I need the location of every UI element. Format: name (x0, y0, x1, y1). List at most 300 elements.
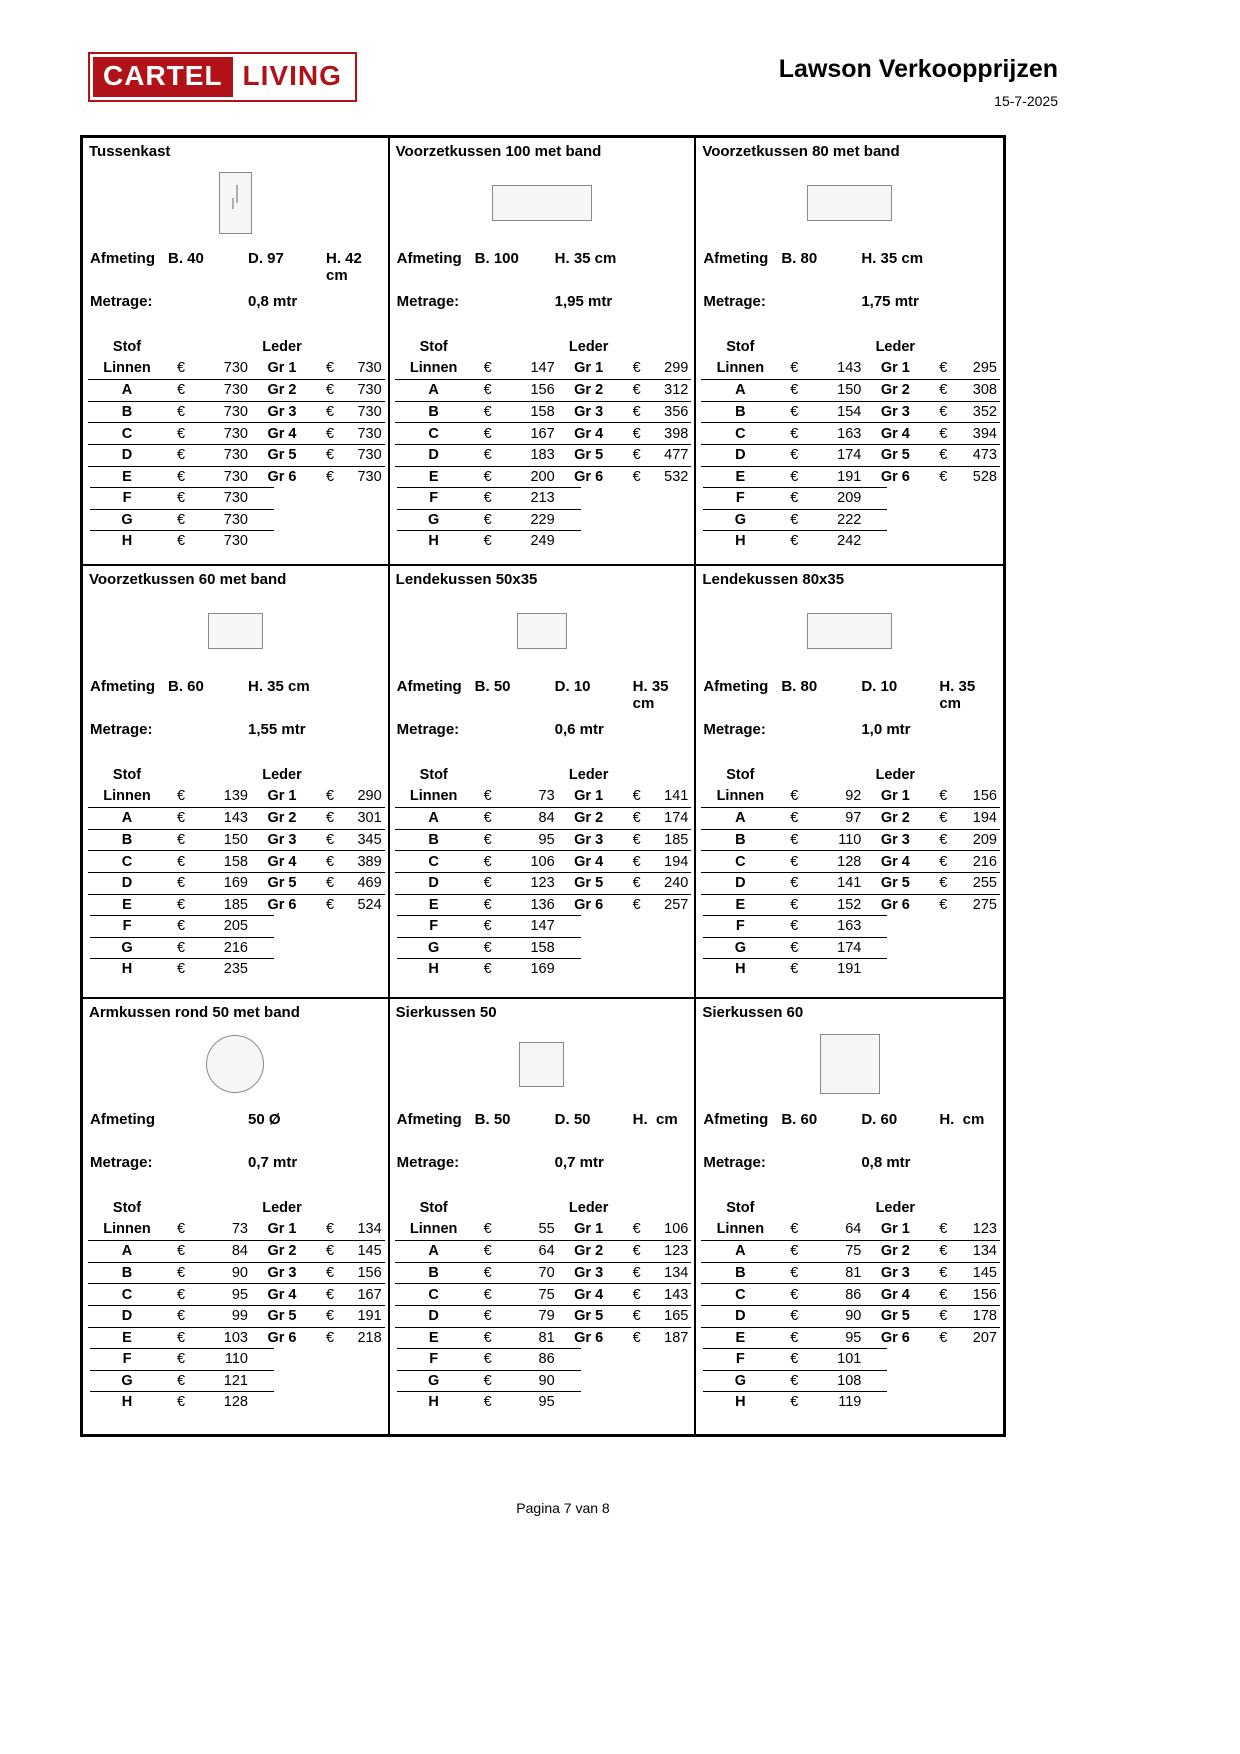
stof-row-label: E (735, 468, 746, 485)
leder-row-label: Gr 2 (267, 382, 297, 399)
stof-half (395, 530, 558, 552)
product-shape-area (390, 1025, 695, 1103)
afmeting-value-3 (633, 250, 691, 267)
stof-row-label: F (429, 1350, 439, 1367)
stof-row-label: B (428, 832, 439, 849)
stof-price: 183 (530, 447, 555, 464)
stof-header: Stof (419, 338, 448, 355)
price-table-row (701, 530, 1000, 552)
stof-row-label: E (122, 896, 132, 913)
afmeting-label: Afmeting (703, 678, 769, 695)
stof-price: 64 (538, 1243, 555, 1260)
stof-row-label: Linnen (409, 788, 458, 805)
euro-sign: € (939, 404, 948, 421)
euro-sign: € (325, 810, 335, 827)
leder-price: 185 (664, 832, 689, 849)
leder-header-half (558, 336, 692, 358)
euro-sign: € (632, 853, 641, 870)
stof-half (701, 895, 864, 916)
stof-half (395, 851, 558, 872)
leder-header: Leder (875, 1199, 916, 1216)
stof-half (701, 915, 864, 937)
leder-price: 167 (357, 1286, 382, 1303)
leder-row-label: Gr 1 (880, 360, 910, 377)
afmeting-label: Afmeting (90, 250, 155, 267)
price-table-row (88, 872, 385, 894)
euro-sign: € (790, 489, 799, 506)
euro-sign: € (176, 1265, 186, 1282)
afmeting-value-1 (168, 1111, 248, 1128)
stof-half (701, 1328, 864, 1349)
leder-header: Leder (568, 766, 609, 783)
leder-half (558, 873, 692, 894)
leder-price: 730 (357, 425, 382, 442)
price-table-row (701, 379, 1000, 401)
stof-price: 86 (538, 1350, 555, 1367)
leder-price: 141 (664, 788, 689, 805)
stof-row-label: A (428, 810, 439, 827)
stof-half (395, 1391, 558, 1413)
leder-row-label: Gr 3 (880, 832, 910, 849)
metrage-label: Metrage: (90, 721, 153, 738)
metrage-label: Metrage: (396, 1154, 460, 1171)
price-table-row (88, 401, 385, 423)
leder-half (251, 1348, 385, 1370)
stof-row-label: D (735, 875, 746, 892)
leder-price: 730 (357, 404, 382, 421)
euro-sign: € (483, 1265, 492, 1282)
leder-price: 730 (357, 447, 382, 464)
stof-row-label: C (735, 425, 746, 442)
leder-header: Leder (875, 766, 916, 783)
stof-half (395, 786, 558, 808)
leder-price: 394 (972, 425, 997, 442)
product-panel (83, 999, 390, 1434)
stof-price: 158 (530, 939, 555, 956)
leder-row-label: Gr 5 (574, 875, 604, 892)
stof-price: 169 (530, 961, 555, 978)
price-table-row (701, 1283, 1000, 1305)
leder-price: 145 (357, 1243, 382, 1260)
metrage-row (703, 1154, 999, 1171)
stof-row-label: E (735, 896, 746, 913)
rect-shape-icon (807, 613, 892, 649)
price-table-row (701, 1327, 1000, 1349)
leder-half (864, 530, 1000, 552)
stof-half (395, 895, 558, 916)
stof-price: 235 (223, 961, 248, 978)
leder-price: 398 (664, 425, 689, 442)
product-shape-area (83, 164, 388, 242)
leder-price: 312 (664, 382, 689, 399)
stof-half (88, 1284, 251, 1305)
afmeting-label: Afmeting (703, 250, 769, 267)
price-table-row (395, 509, 692, 531)
afmeting-row (397, 678, 691, 712)
leder-half (558, 445, 692, 466)
euro-sign: € (483, 1308, 492, 1325)
leder-half (251, 937, 385, 959)
leder-half (864, 423, 1000, 444)
leder-header-half (864, 764, 1000, 786)
rect-shape-icon (492, 185, 592, 221)
stof-half (88, 423, 251, 444)
afmeting-row (397, 250, 691, 267)
price-table-row (701, 466, 1000, 488)
euro-sign: € (939, 1221, 948, 1238)
stof-row-label: Linnen (716, 788, 765, 805)
euro-sign: € (176, 1243, 186, 1260)
metrage-value: 1,75 mtr (861, 293, 919, 310)
leder-price: 257 (664, 896, 689, 913)
stof-half (701, 851, 864, 872)
logo-part-living: LIVING (233, 57, 352, 97)
stof-row-label: D (735, 1308, 746, 1325)
metrage-row (397, 1154, 691, 1171)
afmeting-value-2: 50 Ø (248, 1111, 281, 1128)
leder-row-label: Gr 2 (574, 382, 604, 399)
stof-half (701, 873, 864, 894)
metrage-label: Metrage: (703, 1154, 766, 1171)
price-table-header (88, 336, 385, 358)
leder-price: 106 (664, 1221, 689, 1238)
leder-price: 524 (357, 896, 382, 913)
panel-title: Armkussen rond 50 met band (89, 1004, 300, 1021)
stof-row-label: B (428, 1265, 439, 1282)
euro-sign: € (176, 1372, 186, 1389)
stof-row-label: H (428, 533, 439, 550)
price-table-row (395, 487, 692, 509)
leder-half (864, 851, 1000, 872)
euro-sign: € (483, 360, 492, 377)
stof-half (701, 1391, 864, 1413)
stof-half (395, 1241, 558, 1262)
leder-half (251, 808, 385, 829)
price-table-row (701, 829, 1000, 851)
leder-row-label: Gr 5 (880, 1308, 910, 1325)
euro-sign: € (483, 810, 492, 827)
stof-row-label: A (428, 1243, 439, 1260)
stof-half (395, 467, 558, 488)
euro-sign: € (176, 489, 186, 506)
leder-half (251, 786, 385, 808)
euro-sign: € (483, 896, 492, 913)
stof-header: Stof (112, 1199, 142, 1216)
leder-price: 156 (357, 1265, 382, 1282)
stof-row-label: H (735, 533, 746, 550)
euro-sign: € (939, 1243, 948, 1260)
afmeting-value-2: H. 35 cm (861, 250, 924, 267)
euro-sign: € (483, 1329, 492, 1346)
stof-row-label: C (735, 1286, 746, 1303)
stof-price: 95 (845, 1329, 862, 1346)
product-panel (390, 999, 697, 1434)
price-table-row (395, 1305, 692, 1327)
stof-price: 152 (837, 896, 862, 913)
afmeting-label: Afmeting (396, 1111, 462, 1128)
euro-sign: € (325, 896, 335, 913)
page-date: 15-7-2025 (994, 93, 1058, 109)
stof-price: 106 (530, 853, 555, 870)
stof-half (88, 958, 251, 980)
stof-price: 110 (224, 1350, 248, 1367)
stof-row-label: Linnen (103, 360, 151, 377)
metrage-row (397, 721, 691, 738)
price-table-row (701, 422, 1000, 444)
euro-sign: € (325, 1221, 335, 1238)
leder-half (558, 530, 692, 552)
leder-row-label: Gr 3 (574, 832, 604, 849)
rect-shape-icon (820, 1034, 880, 1094)
product-panel (83, 566, 390, 999)
stof-half (88, 851, 251, 872)
stof-price: 147 (530, 917, 555, 934)
price-table-header (88, 1197, 385, 1219)
stof-half (701, 358, 864, 380)
afmeting-row (703, 678, 999, 712)
leder-row-label: Gr 4 (267, 1286, 297, 1303)
leder-half (864, 958, 1000, 980)
leder-row-label: Gr 3 (880, 1265, 910, 1282)
euro-sign: € (632, 810, 641, 827)
euro-sign: € (632, 447, 641, 464)
euro-sign: € (790, 511, 799, 528)
price-table-header (88, 764, 385, 786)
price-table (395, 764, 692, 980)
stof-row-label: H (121, 533, 133, 550)
leder-half (251, 1284, 385, 1305)
leder-row-label: Gr 1 (267, 788, 297, 805)
leder-half (864, 1328, 1000, 1349)
leder-row-label: Gr 5 (574, 1308, 604, 1325)
stof-price: 121 (223, 1372, 248, 1389)
euro-sign: € (632, 404, 641, 421)
euro-sign: € (325, 404, 335, 421)
leder-row-label: Gr 2 (880, 382, 910, 399)
euro-sign: € (632, 382, 641, 399)
panel-title: Sierkussen 60 (702, 1004, 804, 1021)
price-table-row (395, 1391, 692, 1413)
afmeting-label: Afmeting (396, 678, 462, 695)
stof-row-label: B (735, 832, 746, 849)
leder-header: Leder (568, 1199, 609, 1216)
afmeting-value-1: B. 50 (474, 1111, 511, 1128)
leder-row-label: Gr 3 (267, 1265, 297, 1282)
leder-half (251, 895, 385, 916)
leder-price: 178 (972, 1308, 997, 1325)
leder-header: Leder (262, 1199, 302, 1216)
stof-price: 119 (838, 1394, 862, 1411)
stof-half (88, 786, 251, 808)
price-table-row (395, 401, 692, 423)
stof-row-label: C (121, 425, 133, 442)
panel-title: Lendekussen 50x35 (395, 571, 538, 588)
stof-price: 216 (223, 939, 248, 956)
leder-header-half (864, 1197, 1000, 1219)
leder-half (558, 830, 692, 851)
stof-row-label: C (428, 853, 439, 870)
euro-sign: € (939, 810, 948, 827)
stof-half (701, 402, 864, 423)
stof-row-label: D (121, 447, 133, 464)
price-table-row (701, 1348, 1000, 1370)
euro-sign: € (939, 468, 948, 485)
euro-sign: € (325, 832, 335, 849)
stof-row-label: E (428, 896, 439, 913)
leder-row-label: Gr 1 (574, 360, 604, 377)
afmeting-value-1: B. 40 (168, 250, 204, 267)
leder-half (864, 445, 1000, 466)
euro-sign: € (790, 404, 799, 421)
stof-price: 95 (538, 1394, 555, 1411)
stof-half (701, 958, 864, 980)
leder-half (864, 830, 1000, 851)
stof-half (701, 1348, 864, 1370)
stof-row-label: E (428, 468, 439, 485)
stof-row-label: B (735, 1265, 746, 1282)
leder-half (251, 487, 385, 509)
stof-row-label: F (122, 489, 132, 506)
price-table-row (88, 937, 385, 959)
price-table-header (395, 1197, 692, 1219)
afmeting-row (703, 250, 999, 267)
stof-row-label: B (121, 832, 133, 849)
leder-half (864, 402, 1000, 423)
price-table (88, 764, 385, 980)
price-table-row (701, 1262, 1000, 1284)
stof-row-label: G (428, 511, 440, 528)
leder-half (251, 1370, 385, 1392)
stof-half (701, 423, 864, 444)
leder-row-label: Gr 4 (267, 853, 297, 870)
stof-row-label: D (735, 447, 746, 464)
stof-row-label: Linnen (409, 1221, 458, 1238)
panel-title: Voorzetkussen 60 met band (89, 571, 287, 588)
leder-half (251, 402, 385, 423)
price-table-row (395, 1283, 692, 1305)
leder-price: 187 (664, 1329, 689, 1346)
leder-half (558, 1391, 692, 1413)
leder-half (558, 1219, 692, 1241)
stof-row-label: B (428, 404, 439, 421)
product-shape-area (83, 1025, 388, 1103)
stof-price: 73 (538, 788, 555, 805)
euro-sign: € (790, 533, 799, 550)
price-table-row (88, 915, 385, 937)
euro-sign: € (939, 425, 948, 442)
price-table-row (701, 915, 1000, 937)
price-table-row (88, 958, 385, 980)
stof-half (88, 402, 251, 423)
price-table-row (88, 1370, 385, 1392)
stof-price: 730 (223, 447, 248, 464)
price-table-row (88, 422, 385, 444)
stof-price: 730 (223, 489, 248, 506)
afmeting-value-2: D. 10 (861, 678, 898, 695)
euro-sign: € (176, 832, 186, 849)
price-table-row (395, 1327, 692, 1349)
stof-half (701, 1370, 864, 1392)
leder-price: 207 (972, 1329, 997, 1346)
product-shape-area (696, 592, 1003, 670)
euro-sign: € (483, 788, 492, 805)
leder-price: 308 (972, 382, 997, 399)
euro-sign: € (325, 1308, 335, 1325)
euro-sign: € (790, 832, 799, 849)
leder-half (558, 915, 692, 937)
stof-price: 169 (223, 875, 248, 892)
euro-sign: € (176, 360, 186, 377)
price-table-row (88, 807, 385, 829)
metrage-row (90, 721, 384, 738)
stof-half (88, 1348, 251, 1370)
euro-sign: € (325, 468, 335, 485)
euro-sign: € (325, 875, 335, 892)
stof-price: 150 (223, 832, 248, 849)
stof-row-label: B (735, 404, 746, 421)
euro-sign: € (790, 425, 799, 442)
price-table-row (701, 894, 1000, 916)
leder-half (864, 1306, 1000, 1327)
price-table-row (395, 958, 692, 980)
stof-row-label: G (428, 939, 440, 956)
stof-price: 90 (231, 1265, 248, 1282)
stof-half (395, 423, 558, 444)
afmeting-value-2: H. 35 cm (554, 250, 617, 267)
metrage-label: Metrage: (703, 721, 766, 738)
price-table-row (701, 1305, 1000, 1327)
stof-row-label: Linnen (409, 360, 458, 377)
euro-sign: € (790, 1265, 799, 1282)
leder-half (864, 380, 1000, 401)
leder-half (558, 487, 692, 509)
leder-half (251, 530, 385, 552)
price-table (701, 336, 1000, 552)
stof-row-label: E (122, 468, 132, 485)
euro-sign: € (483, 939, 492, 956)
euro-sign: € (483, 489, 492, 506)
stof-price: 229 (530, 511, 555, 528)
leder-row-label: Gr 2 (574, 810, 604, 827)
price-table-row (701, 937, 1000, 959)
euro-sign: € (790, 1308, 799, 1325)
leder-row-label: Gr 1 (574, 788, 604, 805)
stof-price: 64 (845, 1221, 862, 1238)
leder-half (558, 380, 692, 401)
afmeting-row (397, 1111, 691, 1128)
stof-header-half (395, 1197, 558, 1219)
stof-price: 150 (837, 382, 862, 399)
price-table-row (88, 1219, 385, 1241)
euro-sign: € (939, 447, 948, 464)
euro-sign: € (176, 468, 186, 485)
euro-sign: € (176, 1221, 186, 1238)
leder-half (251, 873, 385, 894)
stof-half (395, 937, 558, 959)
stof-header-half (88, 1197, 251, 1219)
stof-row-label: C (121, 853, 133, 870)
leder-row-label: Gr 6 (880, 896, 910, 913)
leder-price: 528 (972, 468, 997, 485)
price-table-row (395, 872, 692, 894)
leder-price: 134 (664, 1265, 689, 1282)
price-table-row (88, 509, 385, 531)
euro-sign: € (939, 875, 948, 892)
euro-sign: € (790, 875, 799, 892)
price-table-row (88, 1348, 385, 1370)
circle-shape-icon (206, 1035, 264, 1093)
product-panel (390, 138, 697, 566)
